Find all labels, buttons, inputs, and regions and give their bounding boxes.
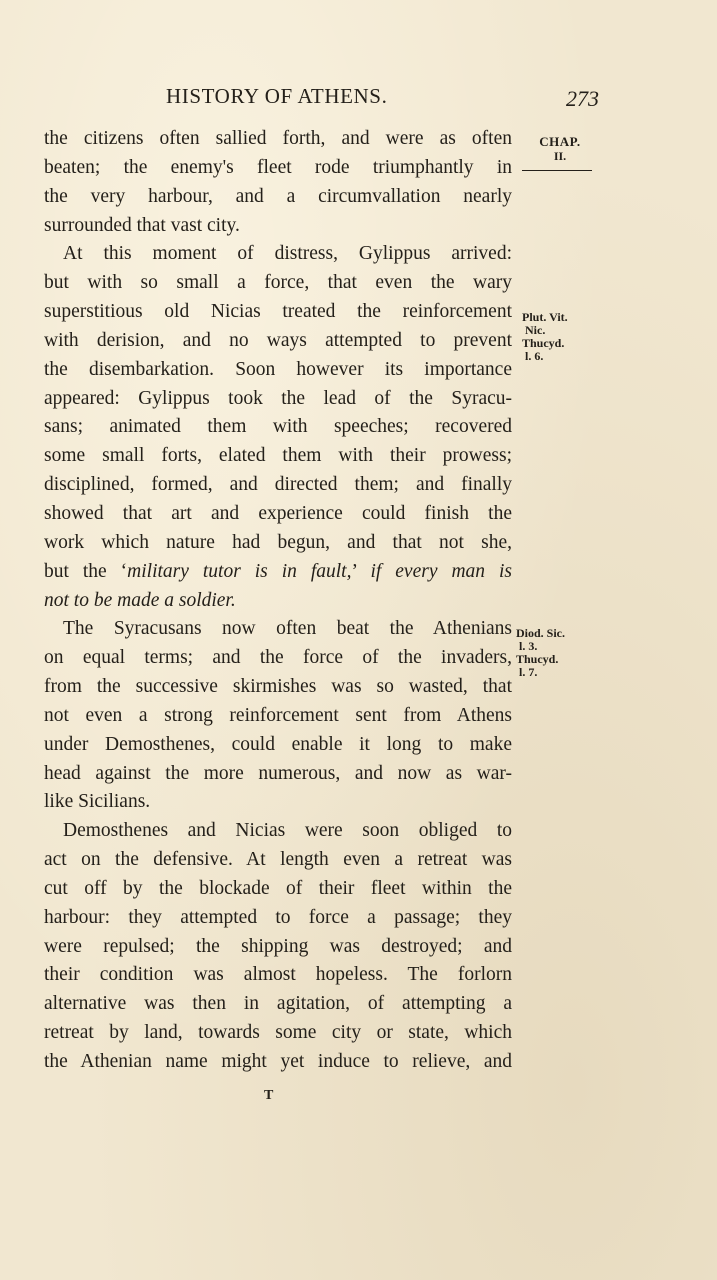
body-text <box>44 125 512 1077</box>
text-line: superstitious old Nicias treated the reinforcement <box>44 301 512 323</box>
text-line <box>44 558 512 587</box>
text-line: some small forts, elated them with their prowess; <box>44 445 512 467</box>
text-line: the very harbour, and a circumvallation nearly <box>44 185 512 207</box>
text-line: were repulsed; the shipping was destroyed; and <box>44 935 512 957</box>
page-number: 273 <box>566 86 599 111</box>
text-line: The Syracusans now often beat the Athenians <box>63 618 512 640</box>
text-line: work which nature had begun, and that not she, <box>44 531 512 553</box>
text-line: act on the defensive. At length even a retreat was <box>44 849 512 871</box>
text-line: alternative was then in agitation, of attempting a <box>44 993 512 1015</box>
margin-note-line: Thucyd. <box>516 652 559 666</box>
margin-note-line: Nic. <box>525 323 546 337</box>
text-line: but with so small a force, that even the wary <box>44 272 512 294</box>
signature-mark: T <box>264 1088 274 1103</box>
margin-note-plutarch <box>522 311 568 363</box>
text-segment: but the ‘ <box>44 560 128 582</box>
text-line: under Demosthenes, could enable it long to make <box>44 733 512 755</box>
margin-note-line: l. 3. <box>519 639 538 653</box>
text-line: not even a strong reinforcement sent from Athens <box>44 704 512 726</box>
margin-note-line: l. 7. <box>519 665 538 679</box>
text-line: showed that art and experience could finish the <box>44 502 512 524</box>
text-line: appeared: Gylippus took the lead of the Syracu- <box>44 387 512 409</box>
margin-note-line: Thucyd. <box>522 336 565 350</box>
text-line: from the successive skirmishes was so wasted, that <box>44 676 512 698</box>
text-line: At this moment of distress, Gylippus arrived: <box>63 243 512 265</box>
text-line: retreat by land, towards some city or state, which <box>44 1022 512 1044</box>
text-line: harbour: they attempted to force a passage; they <box>44 906 512 928</box>
chapter-rule <box>522 170 592 171</box>
margin-note-diodorus <box>516 627 565 679</box>
text-line: Demosthenes and Nicias were soon obliged to <box>63 820 512 842</box>
italic-quote: military tutor is in fault, <box>127 560 352 582</box>
text-line: on equal terms; and the force of the invaders, <box>44 647 512 669</box>
text-line: the Athenian name might yet induce to relieve, and <box>44 1051 512 1072</box>
text-line: sans; animated them with speeches; recovered <box>44 416 512 438</box>
italic-quote: if every man is <box>370 560 512 582</box>
text-line: with derision, and no ways attempted to prevent <box>44 329 512 351</box>
text-line: surrounded that vast city. <box>44 214 240 236</box>
text-line: not to be made a soldier. <box>44 589 236 611</box>
running-header-title: HISTORY OF ATHENS. <box>166 84 388 108</box>
chapter-label: CHAP. <box>539 134 581 149</box>
text-line: their condition was almost hopeless. The forlorn <box>44 964 512 986</box>
text-line: cut off by the blockade of their fleet within the <box>44 877 512 899</box>
text-line: the citizens often sallied forth, and were as often <box>44 128 512 149</box>
text-segment: ’ <box>351 560 371 582</box>
chapter-number: II. <box>553 149 567 163</box>
margin-note-line: Plut. Vit. <box>522 310 568 324</box>
text-line: the disembarkation. Soon however its importance <box>44 358 512 380</box>
chapter-marker <box>522 134 598 171</box>
margin-note-line: Diod. Sic. <box>516 626 566 640</box>
text-line: disciplined, formed, and directed them; and finally <box>44 474 512 496</box>
text-line: like Sicilians. <box>44 791 151 813</box>
margin-note-line: l. 6. <box>525 349 544 363</box>
text-line: beaten; the enemy's fleet rode triumphantly in <box>44 156 512 178</box>
text-line: head against the more numerous, and now as war- <box>44 762 512 784</box>
